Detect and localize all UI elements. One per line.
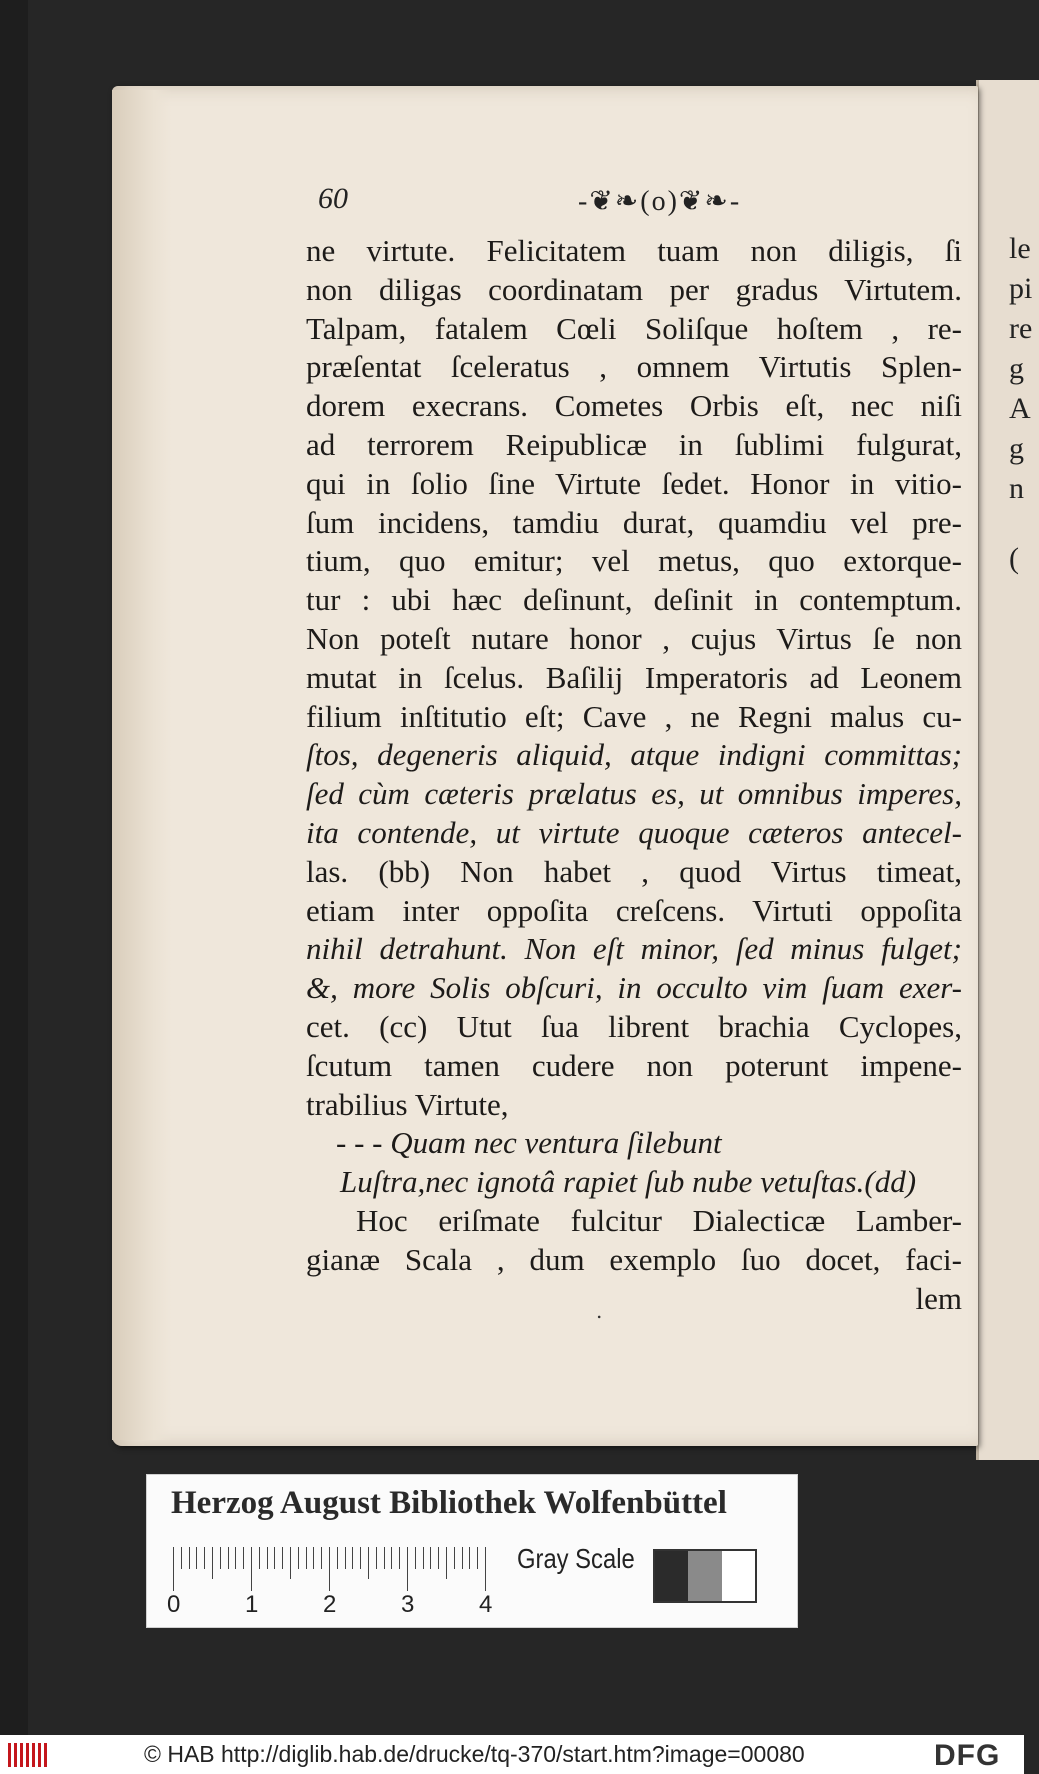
ruler-tick [430,1547,431,1569]
verse-line: Luſtra,nec ignotâ rapiet ſub nube vetuſtas.(dd) [340,1164,917,1200]
text-line: Non poteſt nutare honor , cujus Virtus ſe non [306,620,962,656]
text-line: gianæ Scala , dum exemplo ſuo docet, faci- [306,1241,962,1277]
ruler-tick [196,1547,197,1569]
ruler-tick [212,1547,213,1579]
ruler-tick [298,1547,299,1569]
measurement-ruler [167,1547,493,1618]
ruler-tick [173,1547,174,1591]
text-line: ad terrorem Reipublicæ in ſublimi fulgurat, [306,426,962,462]
ruler-tick [454,1547,455,1569]
ruler-tick [477,1547,478,1569]
ruler-tick [235,1547,236,1569]
text-line: præſentat ſceleratus , omnem Virtutis Splen- [306,349,962,385]
facing-page-fragment: g [1009,352,1024,385]
header-ornament: -❦❧(o)❦❧- [578,186,742,217]
ruler-number: 1 [245,1591,259,1618]
ruler-number: 2 [323,1591,337,1618]
text-line-italic: ita contende, ut virtute quoque cæteros antecel- [306,814,962,850]
text-line: tur : ubi hæc deſinunt, deſinit in contemptum. [306,582,962,618]
facing-page-fragment: re [1009,312,1033,345]
ruler-tick [251,1547,252,1591]
ruler-tick [399,1547,400,1569]
facing-page-fragment: g [1009,432,1024,465]
ruler-tick [313,1547,314,1569]
text-line: tium, quo emitur; vel metus, quo extorque- [306,543,962,579]
ruler-tick [360,1547,361,1569]
ruler-tick [438,1547,439,1569]
dfg-logo: DFG [934,1739,1001,1772]
ruler-tick [384,1547,385,1569]
text-line: cet. (cc) Utut ſua librent brachia Cyclopes, [306,1008,962,1044]
text-line: ſcutum tamen cudere non poterunt impene- [306,1047,962,1083]
page-gutter-shadow [112,90,172,1440]
text-line: las. (bb) Non habet , quod Virtus timeat, [306,853,962,889]
ruler-number: 0 [167,1591,181,1618]
ruler-tick [204,1547,205,1569]
text-line: trabilius Virtute, [306,1086,509,1122]
source-url-link[interactable]: © HAB http://diglib.hab.de/drucke/tq-370/start.htm?image=00080 [144,1741,805,1767]
facing-page [976,80,1039,1460]
facing-page-fragment: ( [1009,542,1019,575]
gray-swatch-mid [688,1551,721,1601]
facing-page-fragment: pi [1009,272,1033,305]
ruler-tick [407,1547,408,1591]
text-line: Talpam, fatalem Cœli Soliſque hoſtem , re- [306,310,962,346]
hab-logo-icon [8,1743,48,1767]
ruler-tick [274,1547,275,1569]
ruler-tick [321,1547,322,1569]
text-line-italic: ſed cùm cæteris prælatus es, ut omnibus imperes, [306,776,962,812]
ruler-tick [228,1547,229,1569]
page-number: 60 [318,182,348,215]
text-line: qui in ſolio ſine Virtute ſedet. Honor in vitio- [306,465,962,501]
gray-scale-swatches [653,1549,757,1603]
ruler-tick [469,1547,470,1569]
text-line: ne virtute. Felicitatem tuam non diligis, ſi [306,233,962,268]
ruler-tick [368,1547,369,1579]
ruler-tick [485,1547,486,1591]
page-text [306,232,962,1318]
ruler-tick [267,1547,268,1569]
ruler-tick [259,1547,260,1569]
viewer-footer [0,1735,1024,1774]
text-line: etiam inter oppoſita creſcens. Virtuti oppoſita [306,892,962,928]
gray-scale-label: Gray Scale [517,1543,635,1574]
verse-line: - - - Quam nec ventura ſilebunt [336,1125,722,1161]
ruler-tick [415,1547,416,1569]
ruler-tick [352,1547,353,1569]
text-line-italic: nihil detrahunt. Non eſt minor, ſed minus fulget; [306,931,962,967]
text-line-italic: &, more Solis obſcuri, in occulto vim ſuam exer- [306,970,962,1006]
ruler-tick [376,1547,377,1569]
text-line: Hoc eriſmate fulcitur Dialecticæ Lamber- [356,1202,962,1238]
text-line: filium inſtitutio eſt; Cave , ne Regni malus cu- [306,698,962,734]
ruler-tick [220,1547,221,1569]
ruler-tick [181,1547,182,1569]
ruler-tick [290,1547,291,1579]
ruler-tick [306,1547,307,1569]
text-line-italic: ſtos, degeneris aliquid, atque indigni committas; [306,737,962,773]
scan-background-edge [0,0,28,1735]
ruler-number: 4 [479,1591,493,1618]
ruler-tick [391,1547,392,1569]
facing-page-fragment: A [1009,392,1031,425]
gray-swatch-light [722,1551,755,1601]
ruler-tick [189,1547,190,1569]
printer-mark: . [596,1299,603,1323]
ruler-tick [329,1547,330,1591]
text-line: non diligas coordinatam per gradus Virtutem. [306,271,962,307]
text-line: mutat in ſcelus. Baſilij Imperatoris ad Leonem [306,659,962,695]
text-line: dorem execrans. Cometes Orbis eſt, nec niſi [306,388,962,424]
gray-swatch-dark [655,1551,688,1601]
ruler-tick [446,1547,447,1579]
ruler-tick [423,1547,424,1569]
ruler-tick [345,1547,346,1569]
library-name: Herzog August Bibliothek Wolfenbüttel [171,1485,727,1521]
ruler-tick [337,1547,338,1569]
color-calibration-target [146,1474,798,1628]
facing-page-fragment: le [1009,232,1031,265]
ruler-number: 3 [401,1591,415,1618]
ruler-tick [462,1547,463,1569]
page-header [300,182,980,222]
ruler-tick [282,1547,283,1569]
text-line: ſum incidens, tamdiu durat, quamdiu vel pre- [306,504,962,540]
facing-page-fragment: n [1009,472,1024,505]
catchword: lem [915,1280,962,1316]
ruler-tick [243,1547,244,1569]
